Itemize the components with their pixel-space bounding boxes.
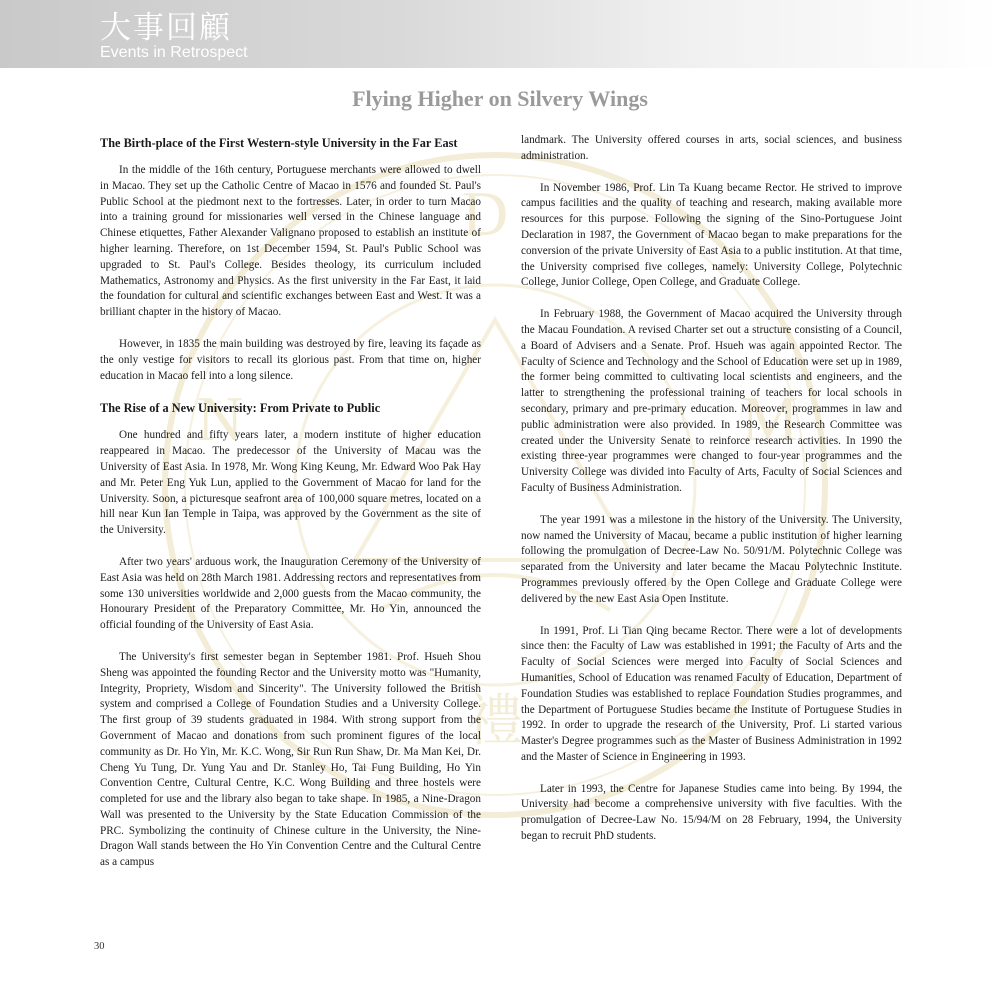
paragraph: After two years' arduous work, the Inauguration Ceremony of the University of East Asia was held on 28th March 1981. Addressing rectors and representatives from some 130 universities worldwide and 2,000 guests from the Macao community, the Honourary President of the Preparatory Committee, Mr. Ho Yin, announced the official founding of the University of East Asia. <box>100 555 481 632</box>
paragraph: landmark. The University offered courses in arts, social sciences, and business administration. <box>521 134 902 162</box>
left-column <box>100 131 481 887</box>
watermark-letter-right: M <box>741 383 799 454</box>
paragraph: In November 1986, Prof. Lin Ta Kuang became Rector. He strived to improve campus facilities and the quality of teaching and research, making available more resources for this purpose. Following the signing of the Sino-Portuguese Joint Declaration in 1987, the Government of Macao began to make preparations for the conversion of the private University of East Asia to a public institution. At that time, the University comprised five colleges, namely: University College, Polytechnic College, Junior College, Open College, and Graduate College. <box>521 181 902 289</box>
section-heading-rise: The Rise of a New University: From Private to Public <box>100 401 381 416</box>
section-heading-birthplace: The Birth-place of the First Western-style University in the Far East <box>100 136 458 150</box>
paragraph: However, in 1835 the main building was destroyed by fire, leaving its façade as the only vestige for visitors to recall its glorious past. From that time on, higher education in Macao fell into a long silence. <box>100 337 481 382</box>
header-title-en: Events in Retrospect <box>100 44 248 61</box>
paragraph: Later in 1993, the Centre for Japanese Studies came into being. By 1994, the University had become a comprehensive university with five faculties. With the promulgation of Decree-Law No. 15/94/M on 28 February, 1994, the University began to recruit PhD students. <box>521 782 902 843</box>
right-column <box>521 133 902 861</box>
paragraph: In the middle of the 16th century, Portuguese merchants were allowed to dwell in Macao. They set up the Catholic Centre of Macao in 1576 and founded St. Paul's Public School at the piedmont next to the fortresses. Later, in order to turn Macao into a training ground for missionaries well versed in the Chinese language and Chinese etiquettes, Father Alexander Valignano proposed to establish an institute of higher learning. Therefore, on 1st December 1594, St. Paul's Public School was upgraded to St. Paul's College. Besides theology, its curriculum included Mathematics, Astronomy and Physics. As the first university in the Far East, it laid the foundation for cultural and scientific exchanges between East and West. It was a brilliant chapter in the history of Macao. <box>100 164 481 319</box>
watermark-letter-top: D <box>461 178 509 249</box>
paragraph: In February 1988, the Government of Macao acquired the University through the Macau Foundation. A revised Charter set out a structure consisting of a Council, a Board of Advisers and a Senate. Prof. Hsueh was again appointed Rector. The Faculty of Science and Technology and the School of Education were set up in 1989, the former being committed to cultivating local scientists and engineers, and the latter to strengthening the professional training of teachers for local schools in secondary, primary and pre-primary education. Moreover, programmes in law and public administration were also provided. In 1989, the Research Committee was created under the University Senate to reinforce research activities. In 1990 the existing three-year programmes were changed to four-year programmes and the University College was divided into Faculty of Arts, Faculty of Social Sciences and Faculty of Business Administration. <box>521 308 902 494</box>
header-banner <box>0 0 1000 68</box>
page-number: 30 <box>94 941 105 952</box>
watermark-letter-left: N <box>196 383 244 454</box>
paragraph: One hundred and fifty years later, a modern institute of higher education reappeared in Macao. The predecessor of the University of Macau was the University of East Asia. In 1978, Mr. Wong King Keung, Mr. Edward Woo Pak Hay and Mr. Peter Eng Yuk Lun, applied to the Government of Macao for land for the University. Soon, a picturesque seafront area of 100,000 square metres, located on a hill near Kun Ian Temple in Taipa, was approved by the Government as the site of the University. <box>100 429 481 537</box>
page-title: Flying Higher on Silvery Wings <box>352 86 648 111</box>
watermark-char-bottom: 禮 <box>467 689 523 754</box>
paragraph: In 1991, Prof. Li Tian Qing became Rector. There were a lot of developments since then: the Faculty of Law was established in 1991; the Faculty of Arts and the Faculty of Social Sciences were merged into Faculty of Social Sciences and Humanities, School of Education was renamed Faculty of Education, Department of Foundation Studies was established to replace Foundation Studies programmes, and the Department of Portuguese Studies became the Institute of Portuguese Studies in 1992. In order to upgrade the research of the University, Prof. Li started various Master's Degree programmes such as the Master of Business Administration in 1992 and the Master of Science in Engineering in 1993. <box>521 624 902 763</box>
paragraph: The year 1991 was a milestone in the history of the University. The University, now named the University of Macau, became a public institution of higher learning following the promulgation of Decree-Law No. 50/91/M. Polytechnic College was separated from the University and later became the Macau Polytechnic Institute. Programmes previously offered by the Open College and Graduate College were delivered by the new East Asia Open Institute. <box>521 513 902 605</box>
header-title-zh: 大事回顧 <box>100 10 232 46</box>
paragraph: The University's first semester began in September 1981. Prof. Hsueh Shou Sheng was appointed the founding Rector and the University motto was "Humanity, Integrity, Propriety, Wisdom and Sincerity". The University followed the British system and comprised a College of Foundation Studies and a University College. The first group of 39 students graduated in 1984. With strong support from the Government of Macao and donations from such prominent figures of the local community as Dr. Ho Yin, Mr. K.C. Wong, Sir Run Run Shaw, Dr. Ma Man Kei, Dr. Cheng Yu Tung, Dr. Yung Yau and Dr. Stanley Ho, Tai Fung Building, Ho Yin Convention Centre, Cultural Centre, K.C. Wong Building and three hostels were completed for use and the library also began to take shape. In 1985, a Nine-Dragon Wall was presented to the University by the State Education Commission of the PRC. Symbolizing the continuity of Chinese culture in the University, the Nine-Dragon Wall stands between the Ho Yin Convention Centre and the Cultural Centre as a campus <box>100 650 481 869</box>
